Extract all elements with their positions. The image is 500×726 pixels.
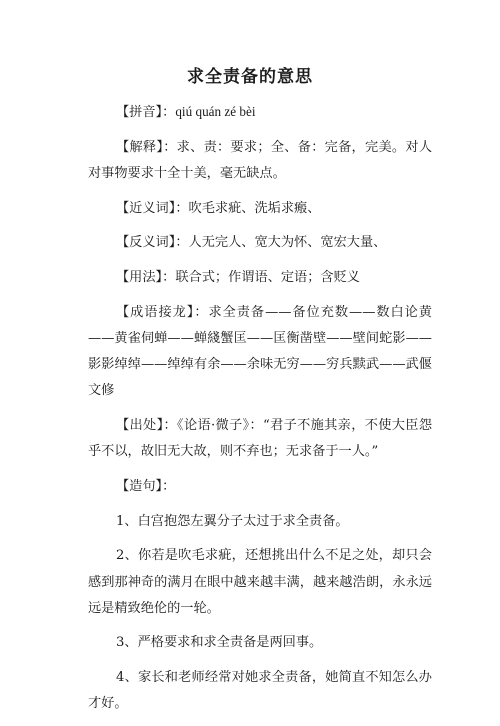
page-title: 求全责备的意思 [187, 67, 313, 87]
entry-tag: 【用法】 [116, 270, 163, 286]
entry-tag: 【成语接龙】 [116, 304, 195, 320]
entry-examples [88, 474, 432, 500]
example-sentence-1: 1、白宫抱怨左翼分子太过于求全责备。 [116, 513, 349, 529]
example-sentence-4: 4、家长和老师经常对她求全责备，她简直不知怎么办才好。 [88, 670, 432, 712]
entry-source [88, 413, 432, 465]
entry-explanation [88, 135, 432, 187]
example-sentence-2: 2、你若是吹毛求疵，还想挑出什么不足之处，却只会感到那神奇的满月在眼中越来越丰满，越来越浩朗，永永远远是精致绝伦的一轮。 [88, 548, 432, 616]
entry-text: ：求全责备——备位充数——数白论黄——黄雀伺蝉——蝉綫蟹匡——匡衡凿壁——壁间蛇影——影影绰绰——绰绰有余——余味无穷——穷兵黩武——武偃文修 [88, 304, 432, 399]
entry-tag: 【出处】 [116, 418, 164, 434]
entry-tag: 【解释】 [116, 139, 164, 155]
entry-antonyms [88, 230, 432, 256]
entry-text: ：求、责：要求；全、备：完备，完美。对人对事物要求十全十美，毫无缺点。 [88, 139, 433, 181]
entry-tag: 【近义词】 [116, 200, 176, 216]
entry-synonyms [88, 196, 432, 222]
entry-text: ： [162, 478, 176, 494]
entry-text: ：《论语·微子》：“君子不施其亲，不使大臣怨乎不以，故旧无大故，则不弃也；无求备于一人。” [88, 418, 433, 460]
entry-text: ：人无完人、宽大为怀、宽宏大量、 [175, 235, 387, 251]
entry-tag: 【反义词】 [116, 235, 176, 251]
entry-tag: 【拼音】 [116, 105, 163, 120]
example-sentence-3: 3、严格要求和求全责备是两回事。 [116, 635, 323, 651]
entry-pinyin [88, 99, 432, 126]
entry-usage [88, 265, 432, 291]
entry-text: ：吹毛求疵、洗垢求瘢、 [175, 200, 321, 216]
entry-text: ：联合式；作谓语、定语；含贬义 [162, 270, 360, 286]
document-body [88, 99, 432, 726]
entry-tag: 【造句】 [116, 478, 163, 494]
entry-idiom-chain [88, 300, 432, 405]
entry-text: ：qiú quán zé bèi [162, 104, 256, 119]
